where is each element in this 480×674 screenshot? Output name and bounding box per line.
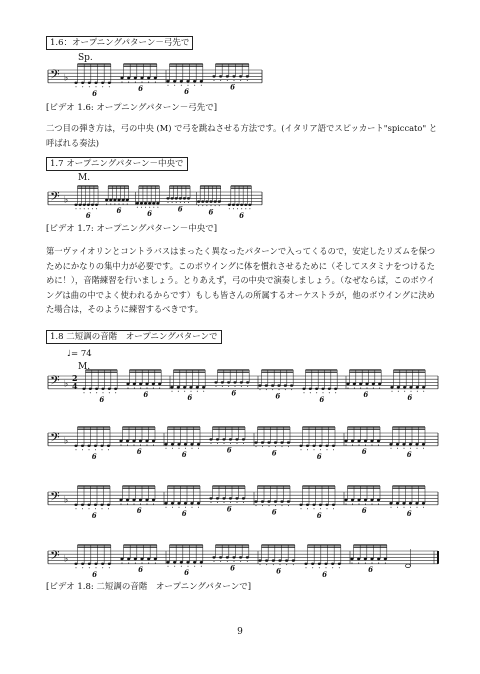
tuplet-label: 6 [147,209,152,219]
tuplet-label: 6 [276,566,282,576]
tuplet-label: 6 [406,450,412,460]
note-group [254,427,290,458]
note-group [390,370,425,402]
tuplet-label: 6 [239,210,244,220]
bass-clef-icon: 𝄢 [50,548,60,567]
tuplet-label: 6 [407,393,413,403]
tuplet-label: 6 [368,565,374,574]
note-group [254,486,290,517]
music-staff-1-8-line-2 [0,425,480,473]
tuplet-label: 6 [187,393,193,403]
tuplet-label: 6 [91,451,97,461]
tuplet-label: 6 [361,447,367,456]
tuplet-label: 6 [316,451,322,461]
bowing-mark-m: M. [78,362,91,372]
tuplet-label: 6 [99,394,105,404]
note-group [164,427,200,459]
tuplet-label: 6 [116,206,122,215]
note-group [119,427,155,456]
tuplet-label: 6 [92,569,98,579]
tuplet-label: 6 [136,447,142,456]
bass-clef-icon: 𝄢 [50,489,60,508]
note-group [299,427,335,461]
flat-key-signature-icon: ♭ [64,73,69,84]
flat-key-signature-icon: ♭ [64,495,69,506]
time-signature-bottom: 4 [72,380,78,391]
note-group [74,486,110,520]
note-group [164,486,200,518]
note-group [119,486,155,515]
note-group [214,370,249,397]
tuplet-label: 6 [138,565,144,574]
note-group [74,186,98,220]
tuplet-label: 6 [138,84,144,93]
section-title-1-7: 1.7 オープニングパターン－中央で [46,157,188,171]
tuplet-label: 6 [226,504,232,514]
tuplet-label: 6 [177,204,183,214]
note-group [74,64,111,98]
tuplet-label: 6 [275,391,281,401]
tuplet-label: 6 [181,509,187,519]
note-group [258,545,295,576]
section-title-1-8: 1.8 二短調の音階 オープニングパターンで [46,330,222,344]
tuplet-label: 6 [184,568,190,578]
video-caption-1-6: [ビデオ 1.6: オープニングパターン－弓先で] [46,103,218,113]
staff-lines [48,551,438,564]
tuplet-label: 6 [406,509,412,519]
bowing-mark-spiccato: Sp. [78,53,93,63]
staff-lines [48,70,262,83]
tuplet-label: 6 [316,510,322,520]
bass-clef-icon: 𝄢 [50,430,60,449]
paragraph-1: 二つ目の弾き方は，弓の中央 (M) で弓を跳ねさせる方法です。(イタリア語でスピッカート"spiccato" と呼ばれる奏法) [46,123,438,148]
half-note [406,564,411,568]
tuplet-label: 6 [226,445,232,455]
flat-key-signature-icon: ♭ [64,379,69,390]
flat-key-signature-icon: ♭ [64,195,69,206]
note-group [74,545,111,579]
note-group [166,186,190,213]
note-group [389,486,425,518]
tuplet-label: 6 [271,507,277,517]
bass-clef-icon: 𝄢 [50,189,60,208]
tuplet-label: 6 [92,88,98,98]
note-group [304,545,341,579]
bowing-mark-middle: M. [78,173,91,183]
music-staff-1-7 [0,184,480,226]
tuplet-label: 6 [181,450,187,460]
flat-key-signature-icon: ♭ [64,554,69,565]
tuplet-label: 6 [363,390,369,399]
note-group [212,64,249,91]
tuplet-label: 6 [85,210,91,220]
note-group [136,186,160,218]
note-group [166,64,203,96]
tuplet-label: 6 [136,506,142,515]
note-group [209,486,245,513]
note-group [350,545,387,574]
note-group [166,545,203,577]
section-title-1-6: 1.6：オープニングパターン－弓先で [46,36,193,50]
note-group [105,186,129,215]
note-group [258,370,293,401]
note-group [209,427,245,454]
note-group [82,370,117,404]
tempo-marking: ♩= 74 [67,349,92,359]
music-staff-1-8-line-3 [0,484,480,532]
time-signature-top: 2 [72,373,78,384]
tuplet-label: 6 [230,82,236,92]
tuplet-label: 6 [322,569,328,579]
note-group [346,370,381,399]
note-group [344,427,380,456]
tuplet-label: 6 [184,87,190,97]
tuplet-label: 6 [143,390,149,399]
note-group [74,427,110,461]
note-group [302,370,337,404]
video-caption-1-8: [ビデオ 1.8: 二短調の音階 オープニングパターンで] [46,582,252,592]
music-staff-1-8-line-1 [0,368,480,416]
video-caption-1-7: [ビデオ 1.7: オープニングパターン－中央で] [46,224,218,234]
note-group [120,545,157,574]
note-group [170,370,205,402]
music-staff-1-6 [0,62,480,104]
note-group [344,486,380,515]
flat-key-signature-icon: ♭ [64,436,69,447]
note-group [120,64,157,93]
bass-clef-icon: 𝄢 [50,67,60,86]
note-group [299,486,335,520]
tuplet-label: 6 [91,510,97,520]
tuplet-label: 6 [271,448,277,458]
tuplet-label: 6 [208,207,214,217]
tuplet-label: 6 [231,388,237,398]
page-number: 9 [237,627,243,637]
note-group [228,186,252,220]
note-group [126,370,161,399]
bass-clef-icon: 𝄢 [50,373,60,392]
note-group [212,545,249,572]
tuplet-label: 6 [230,563,236,573]
paragraph-2: 第一ヴァイオリンとコントラバスはまったく異なったパターンで入ってくるので，安定したリズムを保つためにかなりの集中力が必要です。このボウイングに体を慣れさせるために（そしてスタミナをつけるために！），音階練習を行いましょう。とりあえず，弓の中央で演奏しましょう。（なぜならば，このボウイングは曲の中でよく使われるからです）もしも皆さんの所属するオーケストラが，他のボウイングに決めた場合は，そのように練習するべきです。 [46,246,436,314]
tuplet-label: 6 [319,394,325,404]
tuplet-label: 6 [361,506,367,515]
note-group [389,427,425,459]
